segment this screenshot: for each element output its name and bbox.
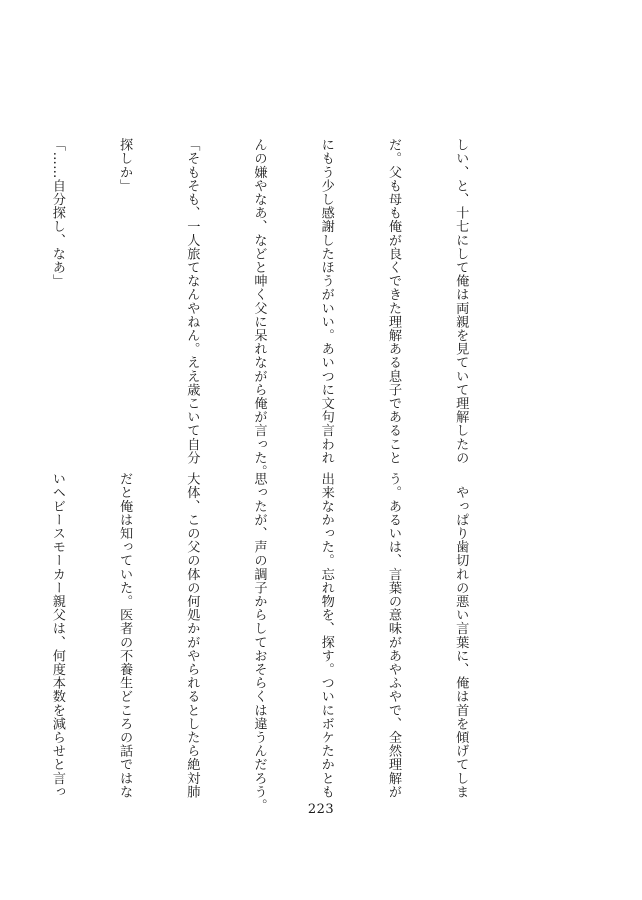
text-line: う。あるいは、言葉の意味があやふやで、全然理解が	[385, 472, 401, 799]
text-line	[0, 472, 1, 822]
text-line: 「そもそも、一人旅てなんやねん。ええ歳こいて自分	[184, 138, 200, 465]
lower-text-block	[49, 472, 516, 822]
text-line: 思ったが、声の調子からしておそらくは違うんだろう。	[251, 472, 267, 812]
text-line: しい、と、十七にして俺は両親を見ていて理解したの	[453, 138, 469, 465]
text-line: だと俺は知っていた。医者の不養生どころの話ではな	[117, 472, 133, 799]
text-line: やっぱり歯切れの悪い言葉に、俺は首を傾げてしま	[453, 472, 469, 799]
text-line: んの嫌やなあ、などと呻く父に呆れながら俺が言った。	[251, 138, 267, 478]
text-line: 「……自分探し、なあ」	[49, 138, 65, 288]
text-line: 出来なかった。忘れ物を、探す。ついにボケたかとも	[318, 472, 334, 799]
text-line: 大体、この父の体の何処かがやられるとしたら絶対肺	[184, 472, 200, 799]
text-line	[0, 138, 1, 488]
upper-text-block	[49, 138, 516, 488]
text-line: いヘビースモーカー親父は、何度本数を減らせと言っ	[49, 472, 65, 799]
page-number: 223	[307, 802, 335, 817]
text-line: だ。父も母も俺が良くできた理解ある息子であること	[385, 138, 401, 465]
text-line: 探しか」	[117, 138, 133, 193]
text-line: にもう少し感謝したほうがいい。あいつに文句言われ	[318, 138, 334, 465]
